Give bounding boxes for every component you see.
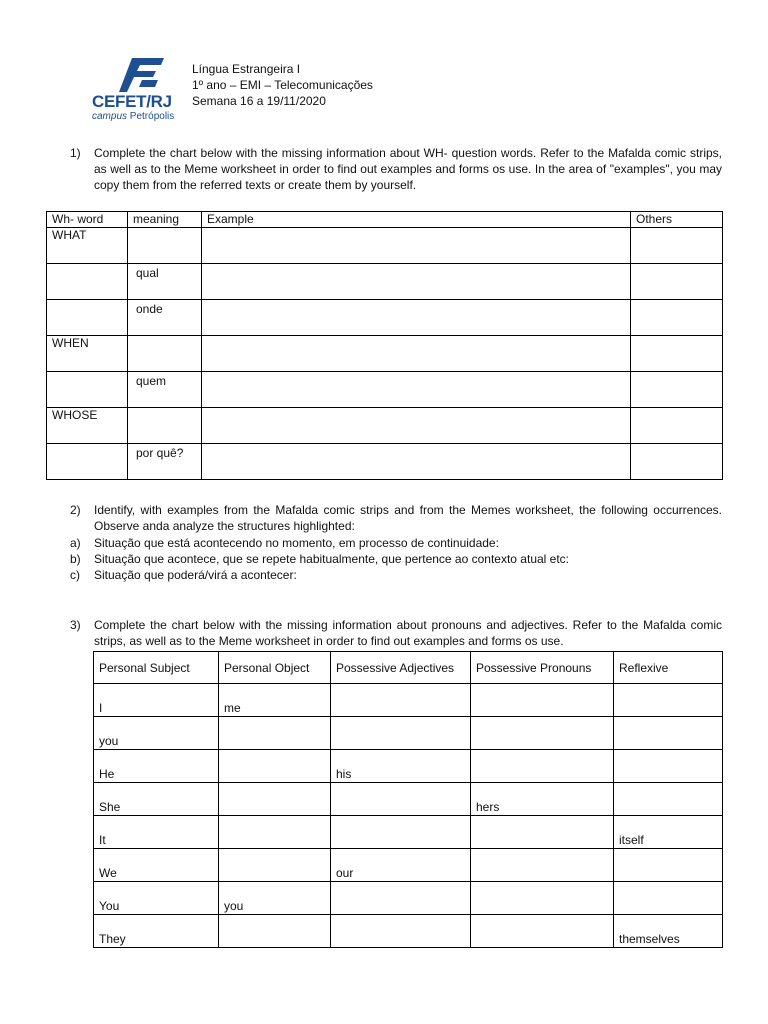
table-cell: themselves — [614, 915, 723, 948]
list-item-key: c) — [70, 568, 80, 582]
table-cell: me — [219, 684, 331, 717]
table-cell — [202, 264, 631, 300]
cefet-logo — [92, 56, 184, 122]
table-cell — [202, 228, 631, 264]
question-2-number: 2) — [70, 503, 81, 517]
table-header-row — [47, 212, 723, 228]
table-cell: quem — [128, 372, 202, 408]
table-cell — [219, 849, 331, 882]
header-week: Semana 16 a 19/11/2020 — [192, 94, 326, 108]
table-header-cell: Possessive Pronouns — [471, 652, 614, 684]
table-cell: She — [94, 783, 219, 816]
question-2-items — [70, 535, 722, 583]
table-cell — [614, 783, 723, 816]
table-cell: It — [94, 816, 219, 849]
table-cell — [471, 750, 614, 783]
table-cell — [631, 300, 723, 336]
table-header-cell: Others — [631, 212, 723, 228]
table-cell — [331, 783, 471, 816]
table-row — [94, 717, 723, 750]
table-cell — [471, 717, 614, 750]
table-cell — [219, 783, 331, 816]
table-cell — [631, 444, 723, 480]
logo-campus — [92, 111, 174, 122]
wh-words-table — [46, 211, 723, 480]
logo-campus-italic: campus — [92, 111, 128, 122]
table-row — [94, 915, 723, 948]
table-cell — [331, 816, 471, 849]
question-3 — [70, 617, 722, 649]
table-cell — [47, 372, 128, 408]
table-cell — [331, 882, 471, 915]
table-header-cell: Possessive Adjectives — [331, 652, 471, 684]
question-3-number: 3) — [70, 618, 81, 632]
table-cell — [614, 717, 723, 750]
table-header-row — [94, 652, 723, 684]
table-cell: I — [94, 684, 219, 717]
table-cell — [631, 336, 723, 372]
table-cell: our — [331, 849, 471, 882]
table-row — [47, 372, 723, 408]
question-1 — [70, 145, 722, 193]
table-header-cell: Wh- word — [47, 212, 128, 228]
table-row — [47, 444, 723, 480]
table-cell — [219, 816, 331, 849]
table-row — [94, 882, 723, 915]
list-item — [70, 567, 722, 583]
table-cell — [202, 372, 631, 408]
table-row — [94, 684, 723, 717]
table-cell — [202, 336, 631, 372]
table-cell: you — [219, 882, 331, 915]
header-class: 1º ano – EMI – Telecomunicações — [192, 78, 373, 92]
table-header-cell: Example — [202, 212, 631, 228]
table-cell — [471, 684, 614, 717]
table-header-cell: Personal Object — [219, 652, 331, 684]
table-cell — [202, 408, 631, 444]
table-cell: He — [94, 750, 219, 783]
list-item-text: Situação que acontece, que se repete habitualmente, que pertence ao contexto atual etc: — [94, 552, 570, 566]
table-cell — [331, 915, 471, 948]
table-cell — [128, 228, 202, 264]
table-cell — [219, 717, 331, 750]
list-item-key: b) — [70, 552, 81, 566]
table-cell — [219, 915, 331, 948]
table-cell: WHAT — [47, 228, 128, 264]
table-cell — [47, 444, 128, 480]
question-2 — [70, 502, 722, 534]
table-row — [94, 816, 723, 849]
document-header — [192, 61, 373, 109]
table-cell — [471, 915, 614, 948]
table-cell — [47, 300, 128, 336]
table-cell — [631, 372, 723, 408]
table-cell — [631, 264, 723, 300]
table-cell — [331, 717, 471, 750]
table-cell: They — [94, 915, 219, 948]
table-cell: his — [331, 750, 471, 783]
table-cell — [471, 816, 614, 849]
table-cell: WHEN — [47, 336, 128, 372]
pronouns-table — [93, 651, 723, 948]
table-row — [47, 228, 723, 264]
table-row — [47, 336, 723, 372]
table-cell — [631, 408, 723, 444]
table-cell — [202, 444, 631, 480]
table-cell — [614, 849, 723, 882]
table-cell: WHOSE — [47, 408, 128, 444]
table-header-cell: Personal Subject — [94, 652, 219, 684]
table-cell — [614, 684, 723, 717]
table-header-cell: meaning — [128, 212, 202, 228]
table-cell — [471, 882, 614, 915]
table-cell — [128, 336, 202, 372]
table-cell: onde — [128, 300, 202, 336]
list-item-key: a) — [70, 536, 81, 550]
table-cell: You — [94, 882, 219, 915]
cefet-mark-icon — [118, 56, 178, 92]
list-item — [70, 535, 722, 551]
table-cell: We — [94, 849, 219, 882]
list-item-text: Situação que poderá/virá a acontecer: — [94, 568, 297, 582]
table-row — [47, 300, 723, 336]
table-row — [94, 750, 723, 783]
table-row — [94, 849, 723, 882]
question-1-text: Complete the chart below with the missing information about WH- question words. Refer to the Mafalda comic strips, as well as to the Meme worksheet in order to find out examples and forms os use. In the area of "examples", you may copy them from the referred texts or create them by yourself. — [94, 146, 722, 192]
table-cell — [219, 750, 331, 783]
question-3-text: Complete the chart below with the missing information about pronouns and adjectives. Refer to the Mafalda comic strips, as well as to the Meme worksheet in order to find out examples and forms os use. — [94, 618, 722, 648]
logo-name: CEFET/RJ — [92, 92, 172, 111]
table-cell — [614, 882, 723, 915]
table-cell — [471, 849, 614, 882]
table-cell: you — [94, 717, 219, 750]
table-cell: por quê? — [128, 444, 202, 480]
question-2-text: Identify, with examples from the Mafalda comic strips and from the Memes worksheet, the following occurrences. Observe anda analyze the structures highlighted: — [94, 503, 722, 533]
table-row — [47, 408, 723, 444]
list-item-text: Situação que está acontecendo no momento, em processo de continuidade: — [94, 536, 499, 550]
list-item — [70, 551, 722, 567]
table-row — [47, 264, 723, 300]
table-cell — [331, 684, 471, 717]
table-header-cell: Reflexive — [614, 652, 723, 684]
table-cell — [631, 228, 723, 264]
table-cell — [202, 300, 631, 336]
table-cell: itself — [614, 816, 723, 849]
logo-campus-name: Petrópolis — [129, 111, 175, 122]
question-1-number: 1) — [70, 146, 81, 160]
table-cell — [128, 408, 202, 444]
table-cell: hers — [471, 783, 614, 816]
header-course: Língua Estrangeira I — [192, 62, 301, 76]
table-cell: qual — [128, 264, 202, 300]
table-cell — [614, 750, 723, 783]
table-row — [94, 783, 723, 816]
table-cell — [47, 264, 128, 300]
